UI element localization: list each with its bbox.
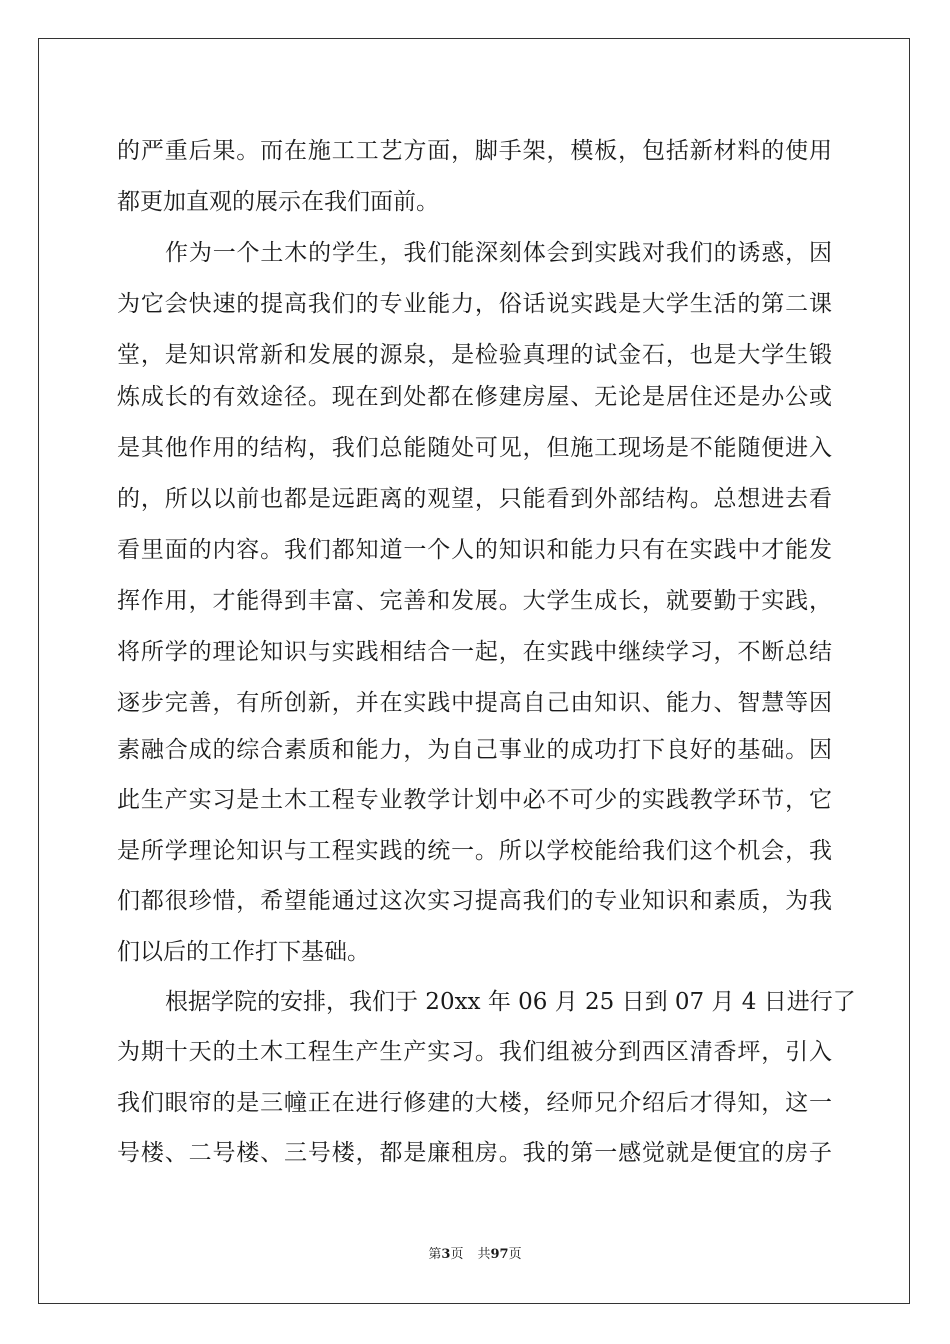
text-line: 是其他作用的结构，我们总能随处可见，但施工现场是不能随便进入 (117, 435, 832, 461)
text-line: 都更加直观的展示在我们面前。 (117, 189, 439, 215)
total-pages: 97 (490, 1247, 509, 1262)
text-line: 堂，是知识常新和发展的源泉，是检验真理的试金石，也是大学生锻 (117, 342, 832, 368)
text-line: 我们眼帘的是三幢正在进行修建的大楼，经师兄介绍后才得知，这一 (117, 1090, 832, 1116)
text-line: 们都很珍惜，希望能通过这次实习提高我们的专业知识和素质，为我 (117, 888, 832, 914)
text-line: 挥作用，才能得到丰富、完善和发展。大学生成长，就要勤于实践， (117, 588, 832, 614)
page-prefix: 第 (428, 1247, 442, 1262)
text-line: 号楼、二号楼、三号楼，都是廉租房。我的第一感觉就是便宜的房子 (117, 1140, 832, 1166)
page-number: 3 (441, 1247, 451, 1262)
text-line: 炼成长的有效途径。现在到处都在修建房屋、无论是居住还是办公或 (117, 384, 832, 410)
text-line: 将所学的理论知识与实践相结合一起，在实践中继续学习，不断总结 (117, 639, 832, 665)
total-suffix: 页 (508, 1247, 522, 1262)
text-line: 为期十天的土木工程生产生产实习。我们组被分到西区清香坪，引入 (117, 1039, 832, 1065)
paragraph-first-line: 作为一个土木的学生，我们能深刻体会到实践对我们的诱惑，因 (165, 240, 832, 266)
text-line: 的，所以以前也都是远距离的观望，只能看到外部结构。总想进去看 (117, 486, 832, 512)
text-line: 看里面的内容。我们都知道一个人的知识和能力只有在实践中才能发 (117, 537, 832, 563)
page-suffix: 页 (450, 1247, 464, 1262)
paragraph-first-line: 根据学院的安排，我们于 20xx 年 06 月 25 日到 07 月 4 日进行了 (165, 989, 856, 1015)
total-prefix: 共 (477, 1247, 491, 1262)
text-line: 是所学理论知识与工程实践的统一。所以学校能给我们这个机会，我 (117, 838, 832, 864)
text-line: 逐步完善，有所创新，并在实践中提高自己由知识、能力、智慧等因 (117, 690, 832, 716)
text-line: 的严重后果。而在施工工艺方面，脚手架，模板，包括新材料的使用 (117, 138, 832, 164)
text-line: 们以后的工作打下基础。 (117, 939, 370, 965)
text-line: 为它会快速的提高我们的专业能力，俗话说实践是大学生活的第二课 (117, 291, 832, 317)
text-line: 素融合成的综合素质和能力，为自己事业的成功打下良好的基础。因 (117, 737, 832, 763)
page-footer (0, 1246, 950, 1264)
text-line: 此生产实习是土木工程专业教学计划中必不可少的实践教学环节，它 (117, 787, 832, 813)
